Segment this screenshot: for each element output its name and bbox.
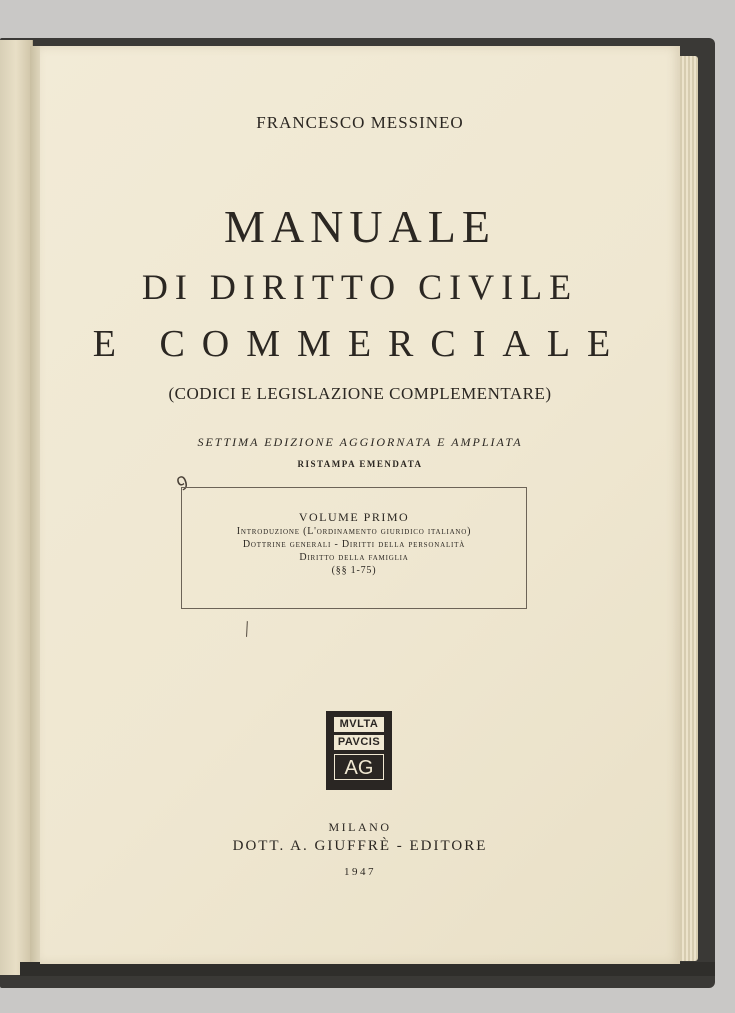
edition-note: SETTIMA EDIZIONE AGGIORNATA E AMPLIATA (197, 435, 523, 449)
contents-line-4: (§§ 1-75) (331, 565, 377, 576)
publisher-logo (326, 711, 392, 790)
logo-monogram: AG (334, 754, 384, 780)
contents-line-2: Dottrine generali - Diritti della personalità (242, 539, 466, 550)
reprint-note: RISTAMPA EMENDATA (297, 459, 423, 469)
title-line-3: E COMMERCIALE (92, 323, 628, 365)
logo-text-top: MVLTA (334, 717, 384, 732)
contents-line-3: Diritto della famiglia (299, 552, 409, 563)
cover-bottom-edge (20, 962, 715, 976)
imprint-year: 1947 (344, 866, 376, 878)
left-page-edge (0, 40, 33, 975)
author-name: FRANCESCO MESSINEO (256, 113, 464, 132)
handwritten-mark: ꝯ (172, 468, 190, 492)
volume-box (181, 487, 527, 609)
contents-line-1: Introduzione (L'ordinamento giuridico italiano) (236, 526, 472, 537)
title-line-1: MANUALE (224, 201, 496, 252)
logo-text-middle: PAVCIS (334, 735, 384, 750)
volume-label: VOLUME PRIMO (298, 510, 410, 524)
pencil-mark: ╲ (240, 621, 254, 637)
imprint-city: MILANO (328, 820, 392, 834)
subtitle: (CODICI E LEGISLAZIONE COMPLEMENTARE) (168, 384, 552, 403)
imprint-publisher: DOTT. A. GIUFFRÈ - EDITORE (232, 838, 488, 854)
title-line-2: DI DIRITTO CIVILE (141, 267, 579, 307)
